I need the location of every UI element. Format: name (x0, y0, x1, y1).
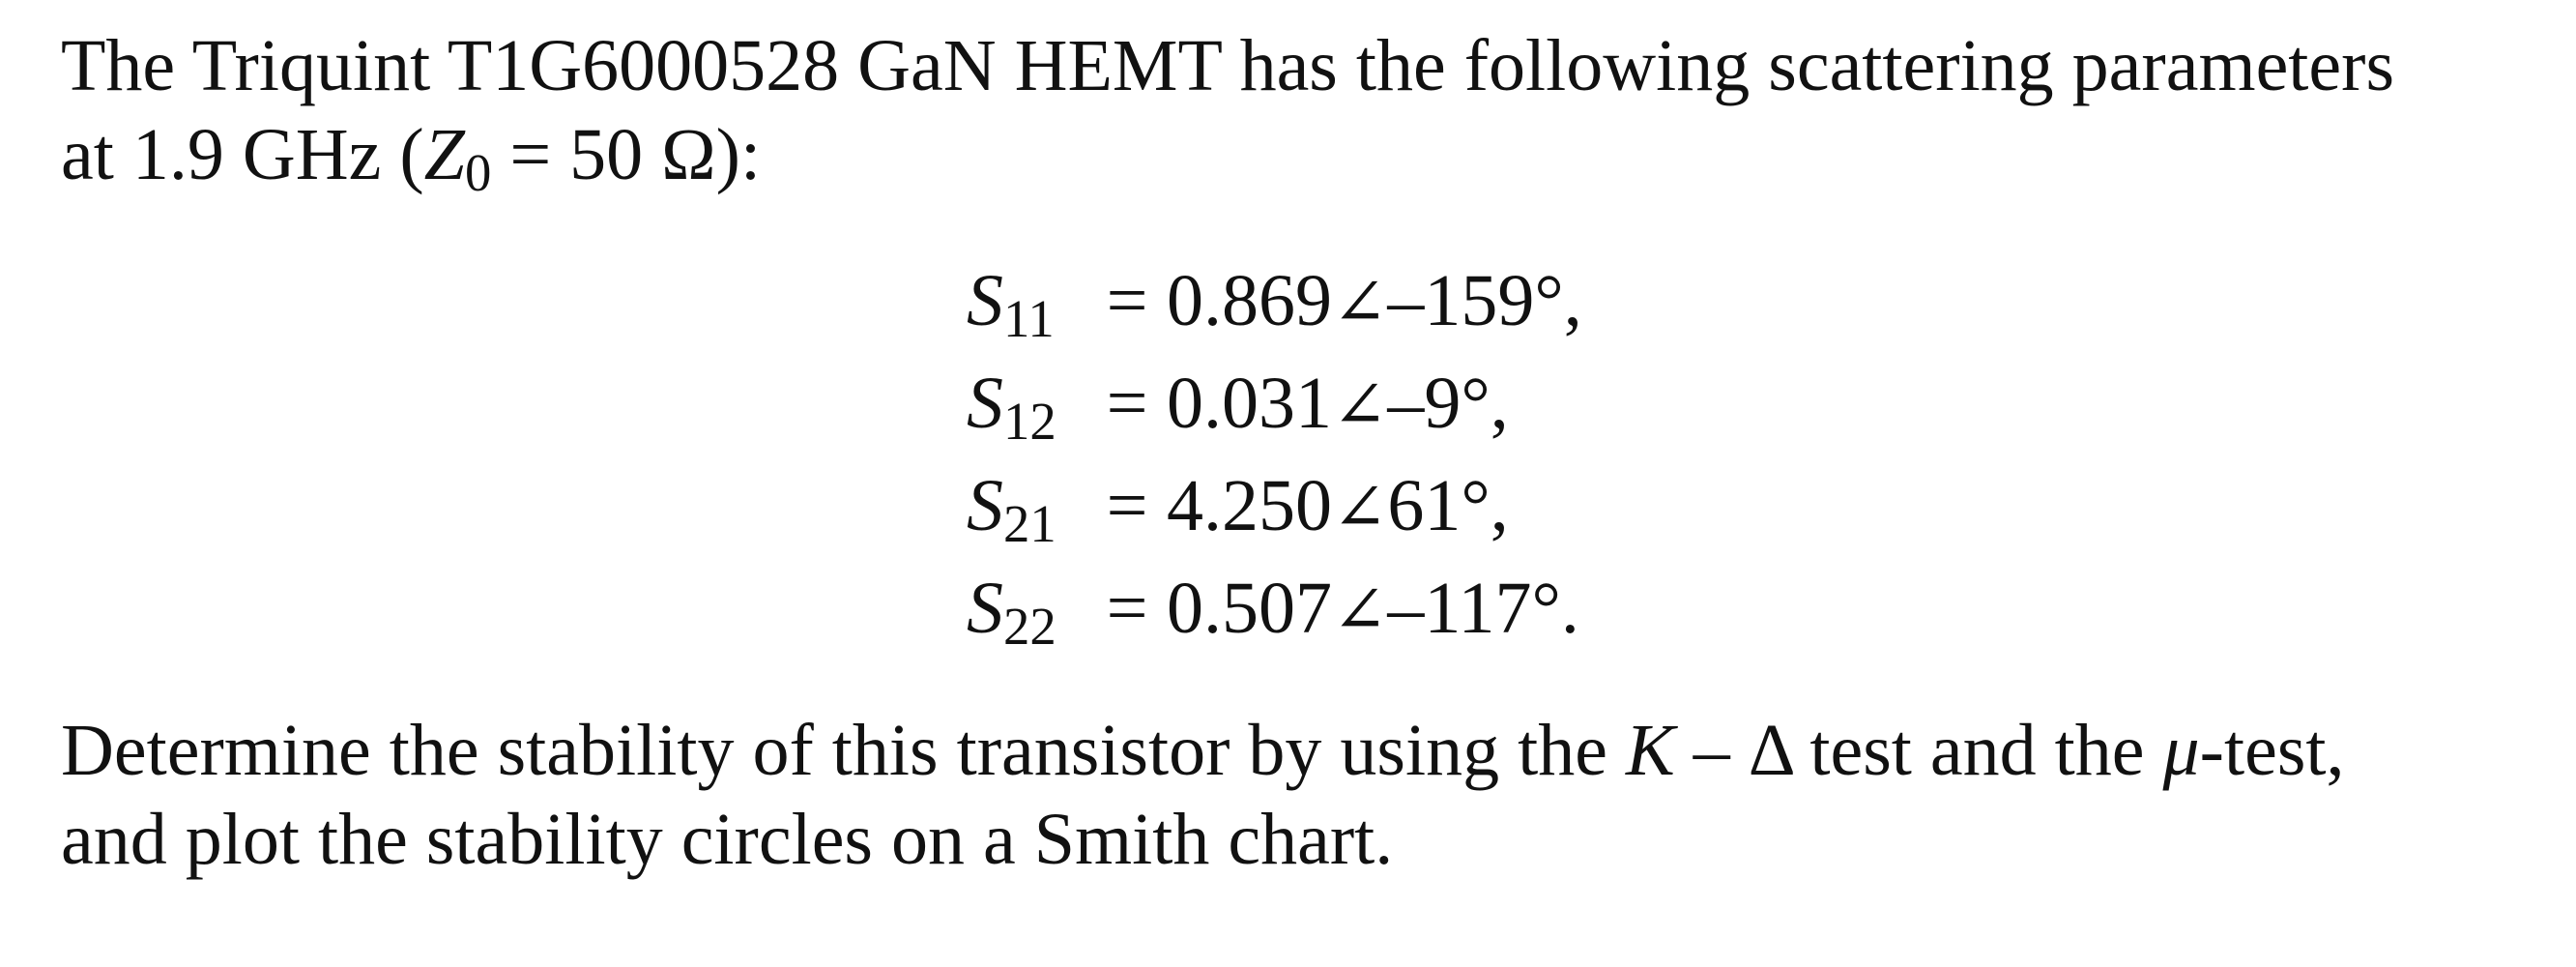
s-symbol: S (967, 465, 1003, 546)
equals-sign: = (1106, 363, 1148, 444)
angle-value: –9° (1387, 363, 1491, 444)
s-parameter-equations (967, 249, 1582, 659)
equation-s11 (967, 249, 1582, 352)
task-text-mid: test and the (1791, 710, 2163, 791)
equation-s21 (967, 454, 1582, 557)
intro-line-1: The Triquint T1G6000528 GaN HEMT has the following scattering parameters (61, 25, 2395, 106)
task-text-end: -test, (2199, 710, 2345, 791)
s-subscript: 21 (1003, 494, 1056, 554)
intro-frequency-text: at 1.9 GHz ( (61, 114, 424, 195)
punctuation: , (1563, 260, 1582, 341)
task-line-2: and plot the stability circles on a Smith chart. (61, 799, 1394, 880)
problem-intro (61, 21, 2535, 203)
mu-symbol: μ (2162, 710, 2200, 791)
equation-s12 (967, 352, 1582, 454)
s-symbol: S (967, 260, 1003, 341)
problem-task (61, 706, 2535, 884)
punctuation: . (1560, 568, 1579, 649)
equation-lhs (967, 557, 1087, 678)
intro-line-2 (61, 110, 2535, 203)
task-text-start: Determine the stability of this transistor by using the (61, 710, 1626, 791)
angle-value: –117° (1387, 568, 1561, 649)
z0-symbol: Z (423, 114, 465, 195)
angle-symbol: ∠ (1332, 470, 1388, 546)
s-symbol: S (967, 363, 1003, 444)
angle-value: –159° (1387, 260, 1564, 341)
equals-sign: = (1106, 260, 1148, 341)
magnitude: 4.250 (1167, 465, 1332, 546)
z0-value: = 50 Ω): (491, 114, 762, 195)
angle-value: 61° (1387, 465, 1491, 546)
angle-symbol: ∠ (1332, 265, 1388, 341)
punctuation: , (1490, 363, 1509, 444)
equals-sign: = (1106, 465, 1148, 546)
magnitude: 0.031 (1167, 363, 1332, 444)
delta-symbol: – Δ (1674, 710, 1792, 791)
task-line-1 (61, 706, 2535, 795)
equation-s22 (967, 557, 1582, 659)
punctuation: , (1490, 465, 1509, 546)
magnitude: 0.507 (1167, 568, 1332, 649)
s-symbol: S (967, 568, 1003, 649)
s-subscript: 22 (1003, 597, 1056, 657)
z0-subscript: 0 (464, 143, 492, 203)
angle-symbol: ∠ (1332, 367, 1388, 444)
magnitude: 0.869 (1167, 260, 1332, 341)
angle-symbol: ∠ (1332, 572, 1388, 649)
equals-sign: = (1106, 568, 1148, 649)
k-symbol: K (1625, 710, 1675, 791)
s-subscript: 12 (1003, 392, 1056, 452)
s-subscript: 11 (1003, 289, 1055, 349)
